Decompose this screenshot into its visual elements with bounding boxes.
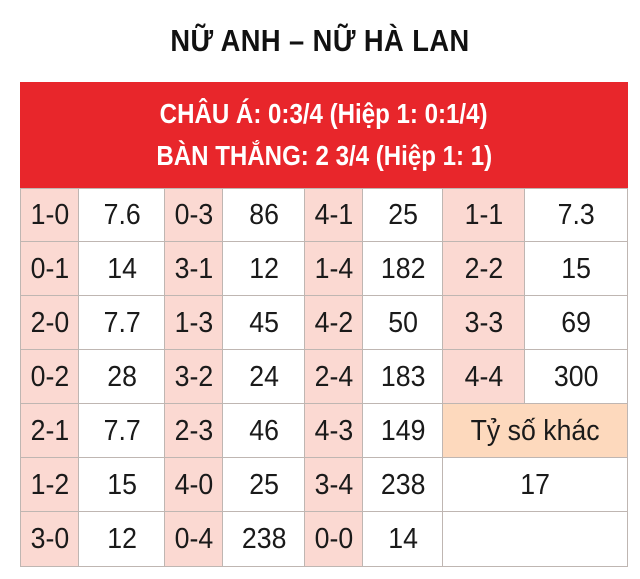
score-cell: 2-2 <box>442 241 526 297</box>
odds-cell: 183 <box>362 349 444 405</box>
score-cell: 0-4 <box>164 511 224 567</box>
score-cell: 2-1 <box>20 403 80 459</box>
odds-cell: 46 <box>222 403 306 459</box>
score-cell: 1-0 <box>20 188 80 243</box>
odds-cell: 12 <box>78 511 166 567</box>
score-cell: 3-2 <box>164 349 224 405</box>
odds-cell: 28 <box>78 349 166 405</box>
score-cell: 0-1 <box>20 241 80 297</box>
odds-cell: 7.6 <box>78 188 166 243</box>
odds-cell: 182 <box>362 241 444 297</box>
score-cell: 0-0 <box>304 511 364 567</box>
score-cell: 1-4 <box>304 241 364 297</box>
odds-cell: 300 <box>524 349 628 405</box>
odds-cell: 149 <box>362 403 444 459</box>
odds-cell: 69 <box>524 295 628 351</box>
correct-score-table <box>20 188 628 567</box>
score-cell: 0-3 <box>164 188 224 243</box>
score-cell: 4-1 <box>304 188 364 243</box>
score-cell: 4-2 <box>304 295 364 351</box>
odds-cell: 24 <box>222 349 306 405</box>
odds-cell: 50 <box>362 295 444 351</box>
page-title: NỮ ANH – NỮ HÀ LAN <box>170 23 470 58</box>
odds-cell: 86 <box>222 188 306 243</box>
odds-cell: 7.3 <box>524 188 628 243</box>
odds-cell: 45 <box>222 295 306 351</box>
odds-cell: 12 <box>222 241 306 297</box>
score-cell: 3-4 <box>304 457 364 513</box>
goals-line: BÀN THẮNG: 2 3/4 (Hiệp 1: 1) <box>156 140 492 171</box>
odds-cell: 15 <box>78 457 166 513</box>
score-cell: 3-1 <box>164 241 224 297</box>
score-cell: 2-4 <box>304 349 364 405</box>
score-cell: 1-3 <box>164 295 224 351</box>
asian-handicap-line: CHÂU Á: 0:3/4 (Hiệp 1: 0:1/4) <box>160 98 488 129</box>
score-cell: 3-3 <box>442 295 526 351</box>
score-cell: 0-2 <box>20 349 80 405</box>
odds-cell: 25 <box>362 188 444 243</box>
odds-cell: 238 <box>362 457 444 513</box>
empty-cell <box>442 511 628 567</box>
odds-banner <box>20 82 628 188</box>
score-cell: 4-0 <box>164 457 224 513</box>
odds-cell: 15 <box>524 241 628 297</box>
other-scores-label: Tỷ số khác <box>442 403 628 459</box>
score-cell: 1-2 <box>20 457 80 513</box>
odds-cell: 14 <box>78 241 166 297</box>
odds-cell: 7.7 <box>78 295 166 351</box>
odds-cell: 7.7 <box>78 403 166 459</box>
score-cell: 1-1 <box>442 188 526 243</box>
score-cell: 4-3 <box>304 403 364 459</box>
score-cell: 2-0 <box>20 295 80 351</box>
odds-cell: 25 <box>222 457 306 513</box>
odds-cell: 14 <box>362 511 444 567</box>
score-cell: 3-0 <box>20 511 80 567</box>
odds-cell: 238 <box>222 511 306 567</box>
score-cell: 4-4 <box>442 349 526 405</box>
other-scores-odds: 17 <box>442 457 628 513</box>
score-cell: 2-3 <box>164 403 224 459</box>
